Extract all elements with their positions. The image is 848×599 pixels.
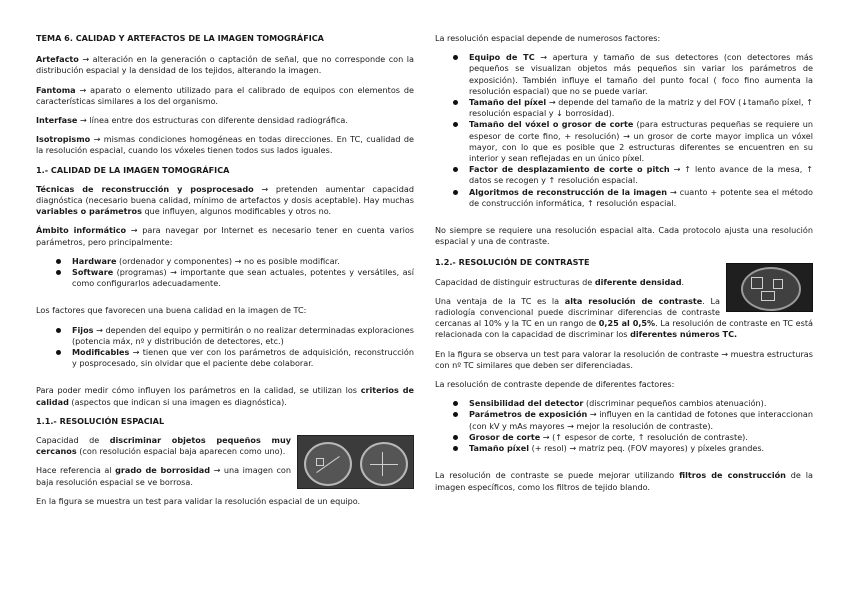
term: diferentes números TC. (630, 329, 738, 340)
definition-text: → mismas condiciones homogéneas en todas direcciones. En TC, cualidad de la resolución espacial, cuando los vóxeles tienen todos sus lados iguales. (36, 134, 414, 156)
bullet-icon (453, 435, 458, 440)
list-item (435, 164, 813, 186)
term: Software (72, 267, 114, 278)
phantom-disk (741, 267, 801, 311)
list-item (36, 256, 414, 267)
bullet-icon (453, 401, 458, 406)
list-item (36, 347, 414, 369)
list-item (435, 119, 813, 164)
text: . La radiología convencional puede discriminar diferencias de contraste cercanas al 10% y la TC en un rango de (435, 295, 720, 329)
term: Interfase (36, 115, 78, 126)
definition-interfase (36, 115, 414, 126)
term: Equipo de TC (469, 52, 535, 63)
term: Isotropismo (36, 134, 91, 145)
text: Capacidad de (36, 435, 110, 446)
bullet-icon (453, 446, 458, 451)
text: → ↑ lento avance de la mesa, ↑ datos se recogen y ↑ resolución espacial. (469, 164, 813, 186)
term: filtros de construcción (679, 470, 786, 481)
bullet-icon (453, 100, 458, 105)
text: → apertura y tamaño de sus detectores (con detectores más pequeños se visualizan objetos más pequeños sin variar los parámetros de exposición). También influye el tamaño del punto focal ( foco fino aumenta la resolución espacial) que no se puede variar. (469, 52, 814, 96)
term: Tamaño del vóxel o grosor de corte (469, 119, 634, 130)
list-item (435, 409, 813, 431)
text: (programas) → importante que sean actuales, potentes y versátiles, así como configurarlos adecuadamente. (72, 267, 414, 289)
term: diferente densidad (594, 276, 682, 287)
term: Parámetros de exposición (469, 409, 588, 420)
term: Algoritmos de reconstrucción de la imagen (469, 186, 668, 197)
text: Una ventaja de la TC es la (435, 295, 565, 306)
text: → cuanto + potente sea el método de construcción informática, ↑ resolución espacial. (469, 186, 814, 208)
term: variables o parámetros (36, 206, 142, 217)
text: → para navegar por Internet es necesario tener en cuenta varios parámetros, pero principalmente: (36, 225, 414, 247)
term: criterios de calidad (36, 385, 414, 407)
definition-artefacto (36, 54, 414, 76)
text: . (681, 276, 685, 287)
contrast-resolution-test-image (726, 263, 813, 312)
ambito-list (36, 256, 414, 290)
contraste-factores-list (435, 398, 813, 454)
term: Factor de desplazamiento de corte o pitch (469, 164, 670, 175)
paragraph-filtros (435, 470, 813, 492)
text: Capacidad de distinguir estructuras de (435, 276, 595, 287)
paragraph-criterios (36, 385, 414, 407)
list-item (435, 398, 813, 409)
bullet-icon (453, 190, 458, 195)
text: (para estructuras pequeñas se requiere un espesor de corte fino, + resolución) → un grosor de corte mayor implica un vóxel mayor, con lo que es posible que 2 estructuras diferentes se encuentren en su interior y sean reflejadas en un único píxel. (469, 119, 813, 164)
paragraph-ambito (36, 225, 414, 247)
bullet-icon (56, 270, 61, 275)
term: Tamaño píxel (469, 443, 530, 454)
bullet-icon (453, 122, 458, 127)
text: (+ resol) → matriz peq. (FOV mayores) y píxeles grandes. (529, 443, 765, 454)
definition-text: → aparato o elemento utilizado para el calibrado de equipos con elementos de características similares a los del organismo. (36, 84, 414, 106)
text: Para poder medir cómo influyen los parámetros en la calidad, se utilizan los (36, 385, 361, 396)
text: Hace referencia al (36, 465, 116, 476)
text: de la imagen específicos, como los filtros de tejido blando. (435, 470, 813, 492)
list-item (435, 443, 813, 454)
term: Fantoma (36, 84, 76, 95)
left-column (36, 33, 414, 515)
paragraph-tecnicas (36, 184, 414, 218)
paragraph-protocolo: No siempre se requiere una resolución espacial alta. Cada protocolo ajusta una resolución espacial y una de contraste. (435, 225, 813, 247)
definition-fantoma (36, 85, 414, 107)
bullet-icon (453, 412, 458, 417)
list-item (435, 97, 813, 119)
text: → (↑ espesor de corte, ↑ resolución de contraste). (540, 431, 748, 442)
section-heading-1-1: 1.1.- RESOLUCIÓN ESPACIAL (36, 415, 165, 426)
text: → pretenden aumentar capacidad diagnóstica (necesario buena calidad, mínimo de artefactos y dosis aceptable). Hay muchas (36, 183, 414, 206)
term: Técnicas de reconstrucción y posprocesado (36, 183, 254, 194)
term: Artefacto (36, 54, 79, 65)
text: (discriminar pequeños cambios atenuación). (583, 398, 767, 409)
paragraph-figura: En la figura se muestra un test para validar la resolución espacial de un equipo. (36, 495, 361, 506)
text: → depende del tamaño de la matriz y del FOV (↓tamaño píxel, ↑ resolución espacial y ↓ borrosidad). (469, 97, 814, 119)
term: grado de borrosidad (115, 465, 211, 476)
term: discriminar objetos pequeños muy cercanos (36, 435, 291, 457)
phantom-disk (360, 442, 408, 486)
term: Hardware (72, 255, 117, 266)
term: Sensibilidad del detector (469, 398, 584, 409)
list-item (36, 325, 414, 347)
definition-text: → línea entre dos estructuras con diferente densidad radiográfica. (77, 115, 348, 126)
paragraph-test: En la figura se observa un test para valorar la resolución de contraste → muestra estructuras con nº TC similares que deben ser diferenciadas. (435, 348, 813, 370)
list-item (435, 52, 813, 97)
definition-isotropismo (36, 134, 414, 156)
spatial-resolution-test-image (297, 435, 414, 489)
text: → una imagen con baja resolución espacial se ve borrosa. (36, 465, 291, 487)
term: Tamaño del píxel (469, 97, 547, 108)
bullet-icon (453, 167, 458, 172)
bullet-icon (56, 350, 61, 355)
term: Fijos (72, 324, 94, 335)
list-item (435, 187, 813, 209)
text: (con resolución espacial baja aparecen como uno). (76, 446, 286, 457)
list-item (36, 267, 414, 289)
bullet-icon (56, 328, 61, 333)
section-heading-1-2: 1.2.- RESOLUCIÓN DE CONTRASTE (435, 257, 590, 268)
paragraph-intro: La resolución espacial depende de numerosos factores: (435, 33, 661, 43)
text: → tienen que ver con los parámetros de adquisición, reconstrucción y posprocesado, sin olvidar que el paciente debe colaborar. (72, 347, 414, 369)
section-heading-1: 1.- CALIDAD DE LA IMAGEN TOMOGRÁFICA (36, 164, 230, 175)
bullet-icon (56, 259, 61, 264)
definition-text: → alteración en la generación o captación de señal, que no corresponde con la distribución espacial y la densidad de los tejidos, alterando la imagen. (36, 54, 414, 76)
right-column (435, 33, 813, 501)
text: . La resolución de contraste en TC está relacionada con la capacidad de discriminar los (435, 318, 813, 340)
bullet-icon (453, 55, 458, 60)
text: (ordenador y componentes) → no es posible modificar. (116, 255, 340, 266)
term: alta resolución de contraste (564, 295, 703, 306)
paragraph-depende: La resolución de contraste depende de diferentes factores: (435, 379, 675, 390)
text: que influyen, algunos modificables y otros no. (141, 206, 332, 217)
document-title: TEMA 6. CALIDAD Y ARTEFACTOS DE LA IMAGEN TOMOGRÁFICA (36, 33, 324, 43)
list-item (435, 432, 813, 443)
resolucion-factores-list (435, 52, 813, 209)
text: → dependen del equipo y permitirán o no realizar determinadas exploraciones (potencia máx, nº y distribución de detectores, etc.) (72, 324, 414, 346)
text: → influyen en la cantidad de fotones que interaccionan (con kV y mAs mayores → mejor la resolución de contraste). (469, 409, 813, 431)
term: Modificables (72, 347, 130, 358)
term: 0,25 al 0,5% (598, 318, 656, 329)
factores-list (36, 325, 414, 370)
text: La resolución de contraste se puede mejorar utilizando (435, 470, 680, 481)
term: Ámbito informático (36, 225, 127, 236)
term: Grosor de corte (469, 431, 541, 442)
text: (aspectos que indican si una imagen es diagnóstica). (68, 396, 287, 407)
paragraph-factores: Los factores que favorecen una buena calidad en la imagen de TC: (36, 305, 307, 316)
phantom-disk (304, 442, 352, 486)
